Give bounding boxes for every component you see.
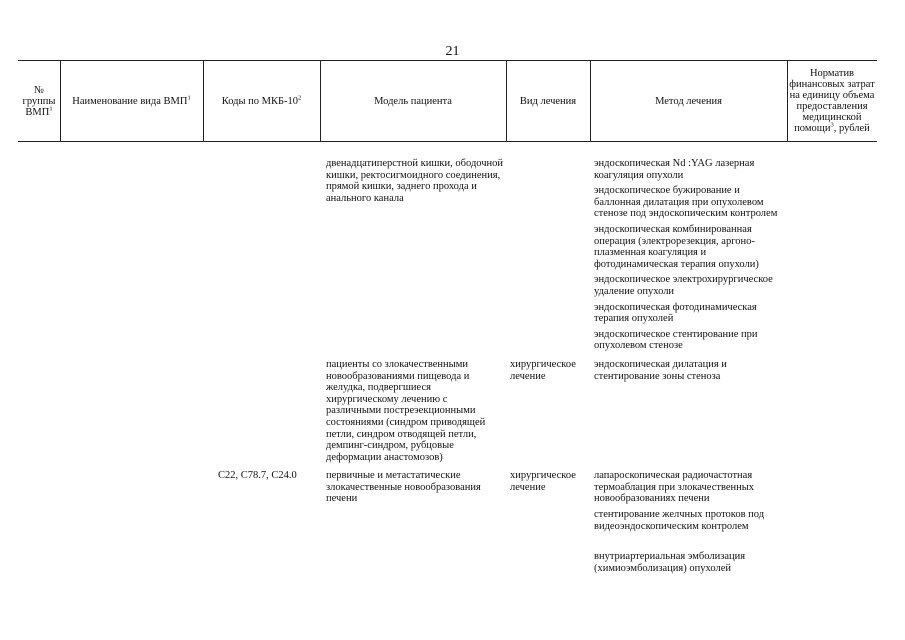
method-item: эндоскопическая фотодинамическая терапия опухолей xyxy=(594,301,757,325)
header-treatment-method: Метод лечения xyxy=(655,95,722,107)
method-item: эндоскопическая дилатация и стентирование зоны стеноза xyxy=(594,359,727,382)
header-icd-codes: Коды по МКБ-$10^2$ xyxy=(221,94,302,107)
header-patient-model: Модель пациента xyxy=(374,95,452,107)
header-financial-norm: Норматив финансовых затрат на единицу объема предоставления медицинской помощи$^3$, рублей xyxy=(789,68,875,134)
header-vmp-name: Наименование вида ВМП$^1$ xyxy=(72,94,191,107)
row3-patient-model: первичные и метастатические злокачественные новообразования печени xyxy=(326,470,481,505)
row2-treatment-type: хирургическое лечение xyxy=(510,359,576,382)
row3-method-1: лапароскопическая радиочастотная термоаблация при злокачественных новообразованиях печени xyxy=(594,470,755,505)
row3-method-3: внутриартериальная эмболизация (химиоэмболизация) опухолей xyxy=(594,551,746,574)
header-treatment-type: Вид лечения xyxy=(519,95,577,107)
method-item: эндоскопическое бужирование и баллонная дилатация при опухолевом стенозе под эндоскопическим контролем xyxy=(594,185,778,220)
row1-patient-model: двенадцатиперстной кишки, ободочной кишки, ректосигмоидного соединения, прямой кишки, заднего прохода и анального канала xyxy=(326,158,504,204)
page-number: 21 xyxy=(445,44,460,59)
method-item: эндоскопическое электрохирургическое удаление опухоли xyxy=(594,274,773,297)
row3-method-2: стентирование желчных протоков под видеоэндоскопическим контролем xyxy=(594,509,765,532)
row1-methods-list xyxy=(594,158,786,356)
method-item: эндоскопическое стентирование при опухолевом стенозе xyxy=(594,328,758,352)
method-item: эндоскопическая комбинированная операция (электрорезекция, аргоно-плазменная коагуляция и фотодинамическая терапия опухоли) xyxy=(594,223,759,270)
row2-methods-list xyxy=(594,359,770,386)
header-group-number: № группы ВМП$^1$ xyxy=(22,84,56,118)
row3-treatment-type: хирургическое лечение xyxy=(510,470,576,493)
row3-icd-codes: C22, C78.7, C24.0 xyxy=(218,470,297,481)
row2-patient-model: пациенты со злокачественными новообразованиями пищевода и желудка, подвергшиеся хирургическому лечению с различными постреэекционными состояниями (синдром приводящей петли, синдром отводящей петли, демпинг-синдром, рубцовые деформации анастомозов) xyxy=(326,359,486,463)
method-item: эндоскопическая Nd :YAG лазерная коагуляция опухоли xyxy=(594,158,755,181)
